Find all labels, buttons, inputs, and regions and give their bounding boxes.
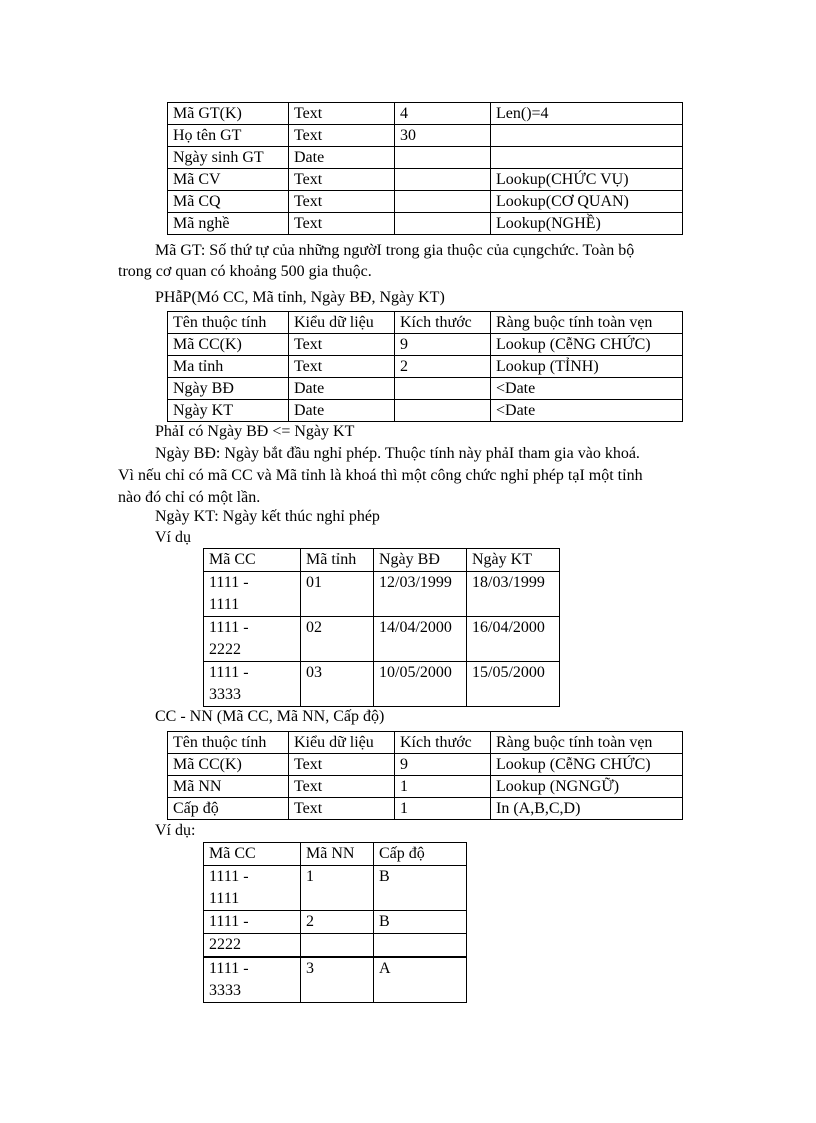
table-cell: 1 bbox=[395, 798, 491, 820]
table-row bbox=[168, 147, 683, 169]
column-header: Ràng buộc tính toàn vẹn bbox=[491, 732, 683, 754]
table-row bbox=[204, 934, 467, 958]
table-cell: Len()=4 bbox=[491, 103, 683, 125]
table-cell: 2222 bbox=[204, 934, 301, 958]
cell-line: 1111 bbox=[209, 596, 240, 613]
column-header: Tên thuộc tính bbox=[168, 312, 289, 334]
table-cell: Ma tỉnh bbox=[168, 356, 289, 378]
example-label-2: Ví dụ: bbox=[155, 822, 196, 839]
cell-line: 3333 bbox=[209, 982, 241, 999]
table-row bbox=[168, 169, 683, 191]
table-row bbox=[168, 798, 683, 820]
table-cell: Text bbox=[289, 334, 395, 356]
table-row bbox=[168, 776, 683, 798]
note-ngay-kt: Ngày KT: Ngày kết thúc nghỉ phép bbox=[155, 508, 380, 525]
cell-line: 1111 - bbox=[209, 664, 249, 681]
cell-line: 1111 bbox=[209, 890, 240, 907]
table-cell bbox=[204, 662, 301, 707]
note-ngay-bd-line1: Ngày BĐ: Ngày bắt đầu nghỉ phép. Thuộc tính này phảI tham gia vào khoá. bbox=[155, 445, 640, 462]
table-cell: 15/05/2000 bbox=[467, 662, 560, 707]
table-cell bbox=[204, 617, 301, 662]
table-row bbox=[204, 911, 467, 934]
cell-line: 1111 - bbox=[209, 868, 249, 885]
table-cell: Lookup (NGNGỮ) bbox=[491, 776, 683, 798]
table-cell: Mã NN bbox=[168, 776, 289, 798]
table-header-row bbox=[168, 312, 683, 334]
table-cell: 01 bbox=[301, 572, 374, 617]
table-row bbox=[168, 213, 683, 235]
table-cell: 12/03/1999 bbox=[374, 572, 467, 617]
table-row bbox=[168, 334, 683, 356]
column-header: Mã NN bbox=[301, 843, 374, 866]
table-cell: 1111 - bbox=[204, 911, 301, 934]
table-cell bbox=[204, 957, 301, 1003]
note-ma-gt-line2: trong cơ quan có khoảng 500 gia thuộc. bbox=[118, 263, 372, 280]
table-cell: Mã GT(K) bbox=[168, 103, 289, 125]
table-cell: A bbox=[374, 957, 467, 1003]
table-cell: Text bbox=[289, 356, 395, 378]
table-cell: 14/04/2000 bbox=[374, 617, 467, 662]
table-cell: 4 bbox=[395, 103, 491, 125]
table-cell: Mã CV bbox=[168, 169, 289, 191]
table-cell bbox=[301, 934, 374, 958]
table-row bbox=[204, 957, 467, 1003]
table-row bbox=[204, 662, 560, 707]
table-cell bbox=[491, 125, 683, 147]
table-cell: In (A,B,C,D) bbox=[491, 798, 683, 820]
rule-line: PhảI có Ngày BĐ <= Ngày KT bbox=[155, 423, 355, 440]
table-cell: Mã CC(K) bbox=[168, 754, 289, 776]
cell-line: 2222 bbox=[209, 641, 241, 658]
phep-attribute-table bbox=[167, 311, 683, 422]
phep-example-table bbox=[203, 548, 560, 707]
cc-nn-example-table bbox=[203, 842, 467, 1003]
table-row bbox=[168, 103, 683, 125]
column-header: Ngày KT bbox=[467, 549, 560, 572]
table-cell: Text bbox=[289, 754, 395, 776]
table-cell bbox=[395, 147, 491, 169]
table-row bbox=[204, 617, 560, 662]
note-ngay-bd-line3: nào đó chỉ có một lần. bbox=[118, 489, 261, 506]
table-cell: 02 bbox=[301, 617, 374, 662]
table-cell: Date bbox=[289, 147, 395, 169]
table-cell bbox=[395, 191, 491, 213]
table-cell: 3 bbox=[301, 957, 374, 1003]
table-cell: Mã nghề bbox=[168, 213, 289, 235]
column-header: Mã CC bbox=[204, 549, 301, 572]
table-row bbox=[204, 572, 560, 617]
table-cell: Lookup(CHỨC VỤ) bbox=[491, 169, 683, 191]
table-cell: Text bbox=[289, 103, 395, 125]
table-cell: Mã CC(K) bbox=[168, 334, 289, 356]
table-cell: Lookup (CễNG CHỨC) bbox=[491, 754, 683, 776]
note-ma-gt-line1: Mã GT: Số thứ tự của những ngườI trong gia thuộc của cụngchức. Toàn bộ bbox=[155, 242, 635, 259]
example-label-1: Ví dụ bbox=[155, 529, 191, 546]
table-cell: Lookup (TỈNH) bbox=[491, 356, 683, 378]
column-header: Mã CC bbox=[204, 843, 301, 866]
table-cell: 9 bbox=[395, 754, 491, 776]
table-cell: 2 bbox=[395, 356, 491, 378]
table-cell: Text bbox=[289, 776, 395, 798]
table-cell: Text bbox=[289, 213, 395, 235]
table-row bbox=[168, 125, 683, 147]
table-row bbox=[168, 754, 683, 776]
table-header-row bbox=[204, 549, 560, 572]
table-cell: Lookup(NGHỀ) bbox=[491, 213, 683, 235]
table-cell: Text bbox=[289, 125, 395, 147]
table-cell: 10/05/2000 bbox=[374, 662, 467, 707]
table-row bbox=[168, 400, 683, 422]
column-header: Mã tỉnh bbox=[301, 549, 374, 572]
table-cell: Text bbox=[289, 798, 395, 820]
table-cell: Họ tên GT bbox=[168, 125, 289, 147]
gia-thuoc-attribute-table bbox=[167, 102, 683, 235]
table-cell bbox=[395, 378, 491, 400]
table-cell: 2 bbox=[301, 911, 374, 934]
cell-line: 1111 - bbox=[209, 619, 249, 636]
table-cell bbox=[395, 169, 491, 191]
table-cell: <Date bbox=[491, 400, 683, 422]
table-row bbox=[204, 866, 467, 911]
table-cell bbox=[491, 147, 683, 169]
table-cell: Ngày KT bbox=[168, 400, 289, 422]
cell-line: 3333 bbox=[209, 686, 241, 703]
table-cell: Date bbox=[289, 378, 395, 400]
cc-nn-heading: CC - NN (Mã CC, Mã NN, Cấp độ) bbox=[155, 708, 385, 725]
table-cell bbox=[374, 934, 467, 958]
table-cell: 30 bbox=[395, 125, 491, 147]
table-cell: Lookup(CƠ QUAN) bbox=[491, 191, 683, 213]
table-cell bbox=[204, 572, 301, 617]
table-header-row bbox=[168, 732, 683, 754]
table-cell: Text bbox=[289, 191, 395, 213]
table-cell: B bbox=[374, 911, 467, 934]
table-row bbox=[168, 191, 683, 213]
table-cell bbox=[395, 213, 491, 235]
column-header: Cấp độ bbox=[374, 843, 467, 866]
table-cell: Date bbox=[289, 400, 395, 422]
table-cell: 18/03/1999 bbox=[467, 572, 560, 617]
table-cell: 03 bbox=[301, 662, 374, 707]
table-cell: B bbox=[374, 866, 467, 911]
table-cell: Text bbox=[289, 169, 395, 191]
cell-line: 1111 - bbox=[209, 574, 249, 591]
phap-heading: PHẫP(Mó CC, Mã tỉnh, Ngày BĐ, Ngày KT) bbox=[155, 289, 445, 306]
table-cell: Mã CQ bbox=[168, 191, 289, 213]
table-cell: Ngày BĐ bbox=[168, 378, 289, 400]
table-cell: 16/04/2000 bbox=[467, 617, 560, 662]
table-row bbox=[168, 378, 683, 400]
table-cell: 1 bbox=[301, 866, 374, 911]
note-ngay-bd-line2: Vì nếu chỉ có mã CC và Mã tỉnh là khoá thì một công chức nghỉ phép tạI một tỉnh bbox=[118, 467, 643, 484]
cc-nn-attribute-table bbox=[167, 731, 683, 820]
column-header: Kích thước bbox=[395, 732, 491, 754]
table-header-row bbox=[204, 843, 467, 866]
column-header: Kiểu dữ liệu bbox=[289, 312, 395, 334]
table-cell bbox=[395, 400, 491, 422]
table-cell: Lookup (CễNG CHỨC) bbox=[491, 334, 683, 356]
table-cell: <Date bbox=[491, 378, 683, 400]
table-cell: Cấp độ bbox=[168, 798, 289, 820]
column-header: Kiểu dữ liệu bbox=[289, 732, 395, 754]
table-row bbox=[168, 356, 683, 378]
table-cell: 9 bbox=[395, 334, 491, 356]
table-cell: Ngày sinh GT bbox=[168, 147, 289, 169]
column-header: Tên thuộc tính bbox=[168, 732, 289, 754]
cell-line: 1111 - bbox=[209, 960, 249, 977]
table-cell: 1 bbox=[395, 776, 491, 798]
column-header: Kích thước bbox=[395, 312, 491, 334]
column-header: Ngày BĐ bbox=[374, 549, 467, 572]
table-cell bbox=[204, 866, 301, 911]
column-header: Ràng buộc tính toàn vẹn bbox=[491, 312, 683, 334]
